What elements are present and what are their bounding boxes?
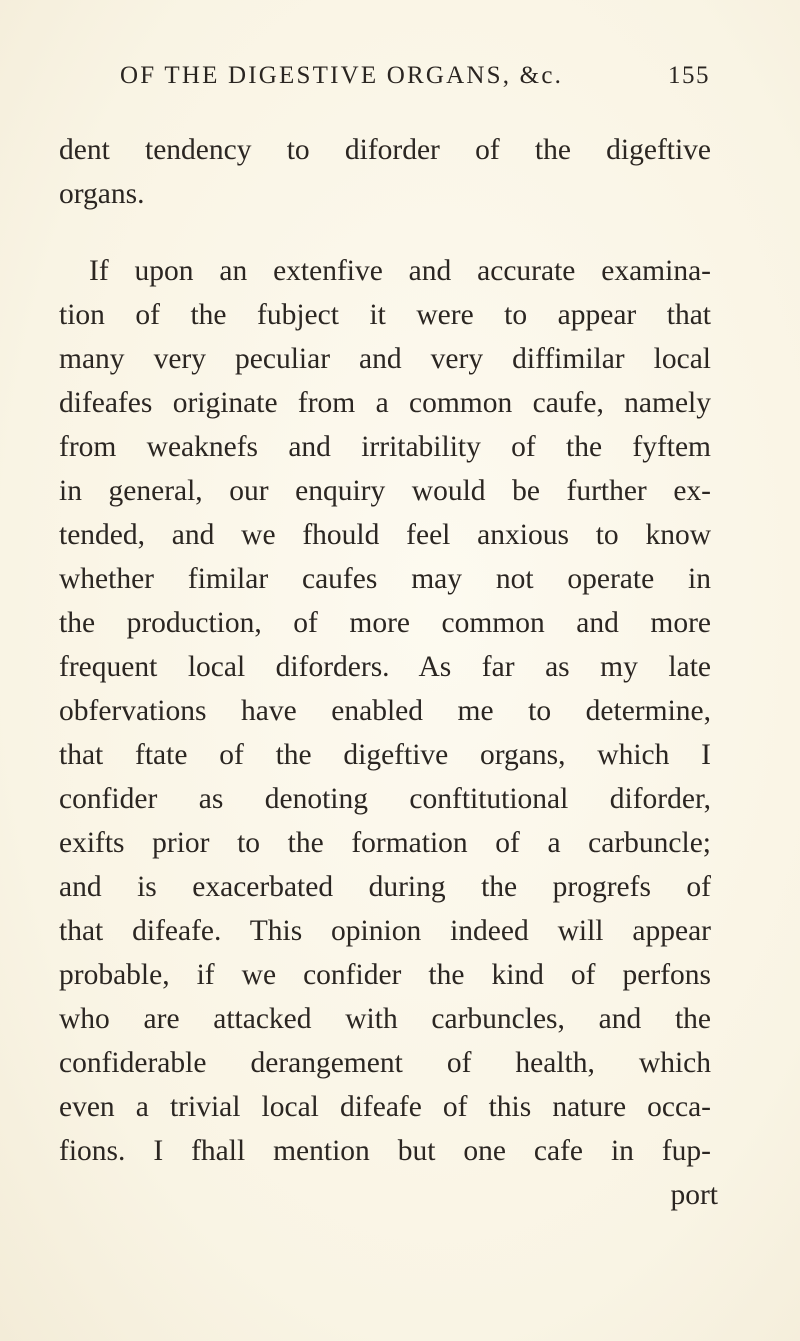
text-line: dent tendency to diforder of the digeftive [59, 134, 711, 166]
text-line: who are attacked with carbuncles, and the [59, 1003, 711, 1035]
text-line: probable, if we confider the kind of perfons [59, 959, 711, 991]
text-line: exifts prior to the formation of a carbuncle; [59, 827, 711, 859]
text-line: obfervations have enabled me to determine, [59, 695, 711, 727]
text-line: that difeafe. This opinion indeed will appear [59, 915, 711, 947]
catchword: port [670, 1179, 718, 1211]
text-line: whether fimilar caufes may not operate in [59, 563, 711, 595]
text-line: the production, of more common and more [59, 607, 711, 639]
text-line: confiderable derangement of health, which [59, 1047, 711, 1079]
text-line: from weaknefs and irritability of the fyftem [59, 431, 711, 463]
text-line: confider as denoting conftitutional diforder, [59, 783, 711, 815]
text-line: many very peculiar and very diffimilar local [59, 343, 711, 375]
text-line: organs. [59, 178, 145, 210]
text-line: fions. I fhall mention but one cafe in fup- [59, 1135, 711, 1167]
text-line: and is exacerbated during the progrefs of [59, 871, 711, 903]
running-head [120, 62, 710, 98]
text-line: difeafes originate from a common caufe, namely [59, 387, 711, 419]
text-line: frequent local diforders. As far as my late [59, 651, 711, 683]
running-title: OF THE DIGESTIVE ORGANS, &c. [120, 62, 564, 89]
page-number: 155 [668, 62, 710, 89]
text-line: even a trivial local difeafe of this nature occa- [59, 1091, 711, 1123]
text-line: that ftate of the digeftive organs, which I [59, 739, 711, 771]
text-line: tended, and we fhould feel anxious to know [59, 519, 711, 551]
text-line: tion of the fubject it were to appear that [59, 299, 711, 331]
text-line: If upon an extenfive and accurate examina- [89, 255, 711, 287]
text-line: in general, our enquiry would be further ex- [59, 475, 711, 507]
